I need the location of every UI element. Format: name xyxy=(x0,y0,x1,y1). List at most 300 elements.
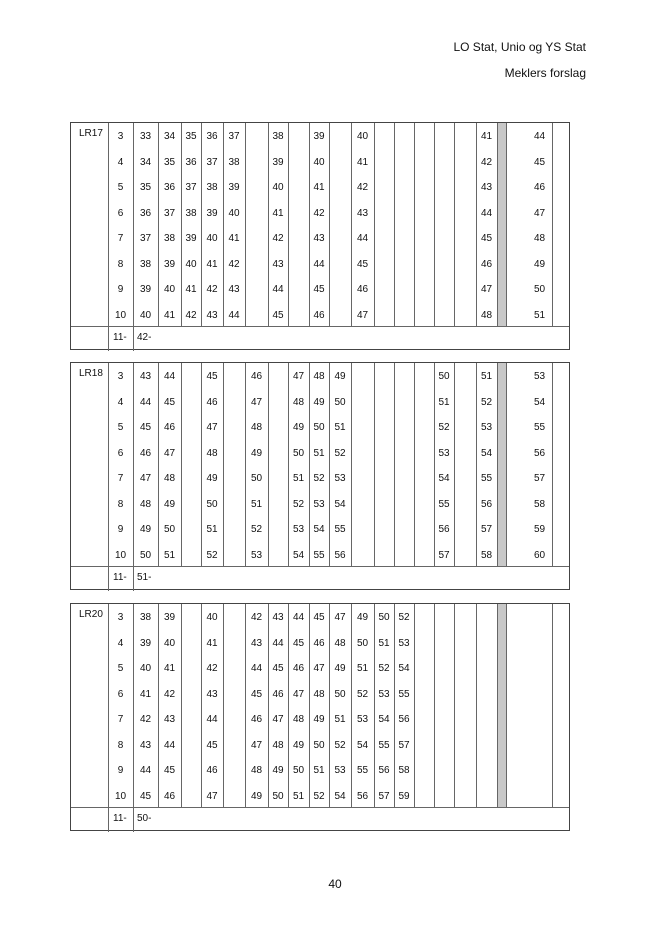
table-cell: 52 xyxy=(378,663,390,674)
table-cell: 43 xyxy=(272,258,284,270)
table-cell: 47 xyxy=(480,284,493,295)
table-cell: 39 xyxy=(185,233,197,244)
table-cell: 46 xyxy=(206,765,218,776)
table-cell: 7 xyxy=(117,473,124,484)
table-cell: 40 xyxy=(163,637,176,649)
table-cell: 51 xyxy=(250,498,263,510)
table-cell: 46 xyxy=(250,371,263,382)
table-lr18 xyxy=(70,362,570,590)
table-cell: 43 xyxy=(356,207,369,219)
table-cell: 50 xyxy=(206,498,218,510)
table-cell: 37 xyxy=(206,156,218,168)
table-cell: 9 xyxy=(117,524,124,535)
table-cell: 53 xyxy=(356,714,369,725)
table-cell: 48 xyxy=(250,765,263,776)
table-cell: 43 xyxy=(250,637,263,649)
table-cell: 40 xyxy=(313,156,325,168)
table-cell: 53 xyxy=(438,447,450,459)
table-cell: 51 xyxy=(292,790,305,802)
table-cell: 44 xyxy=(533,131,546,142)
column-rule xyxy=(414,363,415,566)
table-cell: 44 xyxy=(163,739,176,751)
table-cell: 50 xyxy=(438,371,450,382)
column-rule xyxy=(434,604,435,807)
table-cell: 41 xyxy=(206,258,218,270)
table-cell: 54 xyxy=(378,714,390,725)
shaded-column xyxy=(497,123,507,326)
column-rule xyxy=(394,363,395,566)
table-cell: 52 xyxy=(313,790,325,802)
footer-step: 11- xyxy=(113,813,127,824)
table-cell: 39 xyxy=(313,131,325,142)
column-rule xyxy=(394,123,395,326)
table-cell: 45 xyxy=(272,663,284,674)
table-cell: 49 xyxy=(272,765,284,776)
table-cell: 49 xyxy=(356,612,369,623)
table-lr17 xyxy=(70,122,570,350)
table-cell: 41 xyxy=(228,233,240,244)
table-cell: 51 xyxy=(356,663,369,674)
table-cell: 51 xyxy=(206,524,218,535)
table-cell: 39 xyxy=(228,182,240,193)
table-cell: 58 xyxy=(533,498,546,510)
column-rule xyxy=(552,604,553,807)
table-cell: 45 xyxy=(356,258,369,270)
table-cell: 47 xyxy=(292,688,305,700)
table-cell: 52 xyxy=(438,422,450,433)
table-cell: 49 xyxy=(250,447,263,459)
table-cell: 56 xyxy=(356,790,369,802)
footer-value: 50- xyxy=(137,813,152,824)
table-cell: 52 xyxy=(356,688,369,700)
table-cell: 54 xyxy=(356,739,369,751)
table-cell: 47 xyxy=(533,207,546,219)
table-cell: 46 xyxy=(480,258,493,270)
table-cell: 45 xyxy=(206,739,218,751)
table-cell: 8 xyxy=(117,258,124,270)
table-cell: 50 xyxy=(313,739,325,751)
table-cell: 48 xyxy=(163,473,176,484)
table-cell: 51 xyxy=(292,473,305,484)
table-cell: 35 xyxy=(139,182,152,193)
column-rule xyxy=(414,123,415,326)
table-cell: 46 xyxy=(250,714,263,725)
table-cell: 51 xyxy=(313,765,325,776)
table-cell: 46 xyxy=(292,663,305,674)
table-cell: 50 xyxy=(334,396,346,408)
table-cell: 54 xyxy=(533,396,546,408)
table-cell: 44 xyxy=(292,612,305,623)
table-cell: 59 xyxy=(533,524,546,535)
table-cell: 50 xyxy=(313,422,325,433)
table-cell: 8 xyxy=(117,498,124,510)
table-label: LR20 xyxy=(79,609,103,620)
table-cell: 38 xyxy=(228,156,240,168)
table-cell: 50 xyxy=(292,447,305,459)
footer-rule xyxy=(71,566,569,567)
column-rule xyxy=(223,604,224,807)
table-cell: 49 xyxy=(139,524,152,535)
table-cell: 49 xyxy=(334,663,346,674)
table-cell: 51 xyxy=(334,422,346,433)
table-cell: 39 xyxy=(139,637,152,649)
table-cell: 38 xyxy=(272,131,284,142)
table-cell: 43 xyxy=(313,233,325,244)
table-cell: 40 xyxy=(163,284,176,295)
table-cell: 4 xyxy=(117,156,124,168)
table-cell: 48 xyxy=(250,422,263,433)
table-cell: 44 xyxy=(139,765,152,776)
table-cell: 47 xyxy=(272,714,284,725)
table-cell: 45 xyxy=(313,612,325,623)
table-cell: 40 xyxy=(228,207,240,219)
table-cell: 45 xyxy=(139,790,152,802)
table-cell: 43 xyxy=(139,739,152,751)
table-cell: 41 xyxy=(139,688,152,700)
table-cell: 54 xyxy=(313,524,325,535)
table-cell: 56 xyxy=(398,714,410,725)
table-cell: 44 xyxy=(206,714,218,725)
table-cell: 45 xyxy=(163,396,176,408)
table-cell: 44 xyxy=(272,637,284,649)
table-cell: 43 xyxy=(163,714,176,725)
table-cell: 56 xyxy=(378,765,390,776)
column-rule xyxy=(454,363,455,566)
table-cell: 34 xyxy=(139,156,152,168)
table-cell: 42 xyxy=(206,663,218,674)
table-cell: 47 xyxy=(139,473,152,484)
table-cell: 47 xyxy=(292,371,305,382)
table-cell: 49 xyxy=(163,498,176,510)
table-cell: 44 xyxy=(480,207,493,219)
table-cell: 34 xyxy=(163,131,176,142)
table-cell: 3 xyxy=(117,371,124,382)
table-cell: 57 xyxy=(533,473,546,484)
table-cell: 47 xyxy=(206,790,218,802)
table-cell: 51 xyxy=(438,396,450,408)
table-cell: 45 xyxy=(139,422,152,433)
table-cell: 52 xyxy=(206,549,218,561)
table-cell: 36 xyxy=(185,156,197,168)
table-cell: 45 xyxy=(163,765,176,776)
table-cell: 42 xyxy=(139,714,152,725)
table-label: LR18 xyxy=(79,368,103,379)
table-cell: 6 xyxy=(117,688,124,700)
table-cell: 35 xyxy=(163,156,176,168)
table-cell: 48 xyxy=(139,498,152,510)
shaded-column xyxy=(497,604,507,807)
table-cell: 49 xyxy=(533,258,546,270)
table-cell: 46 xyxy=(313,637,325,649)
table-cell: 39 xyxy=(272,156,284,168)
table-cell: 54 xyxy=(334,498,346,510)
table-cell: 53 xyxy=(313,498,325,510)
table-cell: 10 xyxy=(114,549,127,561)
table-cell: 44 xyxy=(163,371,176,382)
column-rule xyxy=(181,363,182,566)
table-cell: 48 xyxy=(292,714,305,725)
table-cell: 6 xyxy=(117,447,124,459)
table-cell: 9 xyxy=(117,284,124,295)
table-cell: 53 xyxy=(398,637,410,649)
table-cell: 48 xyxy=(334,637,346,649)
table-cell: 48 xyxy=(206,447,218,459)
table-cell: 42 xyxy=(163,688,176,700)
table-cell: 37 xyxy=(185,182,197,193)
footer-value: 42- xyxy=(137,332,152,343)
table-cell: 7 xyxy=(117,233,124,244)
table-cell: 36 xyxy=(163,182,176,193)
table-cell: 53 xyxy=(533,371,546,382)
table-cell: 37 xyxy=(139,233,152,244)
table-cell: 45 xyxy=(206,371,218,382)
table-cell: 50 xyxy=(163,524,176,535)
table-cell: 42 xyxy=(480,156,493,168)
table-cell: 55 xyxy=(334,524,346,535)
table-cell: 53 xyxy=(334,765,346,776)
column-rule xyxy=(434,123,435,326)
table-cell: 54 xyxy=(334,790,346,802)
table-cell: 46 xyxy=(139,447,152,459)
column-rule xyxy=(268,363,269,566)
table-cell: 45 xyxy=(480,233,493,244)
footer-rule xyxy=(71,807,569,808)
table-cell: 40 xyxy=(139,663,152,674)
table-cell: 50 xyxy=(334,688,346,700)
table-cell: 50 xyxy=(139,549,152,561)
table-cell: 49 xyxy=(313,714,325,725)
table-cell: 49 xyxy=(292,422,305,433)
table-cell: 40 xyxy=(356,131,369,142)
table-cell: 53 xyxy=(334,473,346,484)
table-cell: 10 xyxy=(114,309,127,321)
table-cell: 54 xyxy=(292,549,305,561)
column-rule xyxy=(351,363,352,566)
table-cell: 40 xyxy=(206,612,218,623)
table-cell: 55 xyxy=(480,473,493,484)
footer-step: 11- xyxy=(113,332,127,343)
table-cell: 40 xyxy=(139,309,152,321)
table-cell: 44 xyxy=(272,284,284,295)
table-cell: 57 xyxy=(398,739,410,751)
table-cell: 50 xyxy=(378,612,390,623)
table-cell: 45 xyxy=(250,688,263,700)
header-line-1: LO Stat, Unio og YS Stat xyxy=(453,40,586,54)
table-cell: 57 xyxy=(480,524,493,535)
table-cell: 42 xyxy=(313,207,325,219)
table-cell: 41 xyxy=(206,637,218,649)
table-cell: 43 xyxy=(480,182,493,193)
table-cell: 35 xyxy=(185,131,197,142)
table-cell: 56 xyxy=(334,549,346,561)
table-cell: 48 xyxy=(292,396,305,408)
table-cell: 39 xyxy=(163,258,176,270)
table-cell: 40 xyxy=(272,182,284,193)
table-cell: 39 xyxy=(206,207,218,219)
table-cell: 58 xyxy=(398,765,410,776)
table-cell: 54 xyxy=(398,663,410,674)
table-cell: 38 xyxy=(139,612,152,623)
table-lr20 xyxy=(70,603,570,831)
table-cell: 57 xyxy=(378,790,390,802)
table-cell: 51 xyxy=(163,549,176,561)
table-cell: 43 xyxy=(139,371,152,382)
table-cell: 49 xyxy=(334,371,346,382)
table-cell: 51 xyxy=(480,371,493,382)
table-cell: 49 xyxy=(313,396,325,408)
footer-value: 51- xyxy=(137,572,152,583)
table-cell: 43 xyxy=(272,612,284,623)
table-cell: 45 xyxy=(533,156,546,168)
table-cell: 43 xyxy=(228,284,240,295)
table-cell: 52 xyxy=(292,498,305,510)
table-cell: 47 xyxy=(334,612,346,623)
table-cell: 59 xyxy=(398,790,410,802)
table-cell: 57 xyxy=(438,549,450,561)
table-cell: 38 xyxy=(163,233,176,244)
table-label: LR17 xyxy=(79,128,103,139)
column-rule xyxy=(223,363,224,566)
table-cell: 3 xyxy=(117,612,124,623)
table-cell: 37 xyxy=(228,131,240,142)
table-cell: 53 xyxy=(250,549,263,561)
table-cell: 51 xyxy=(334,714,346,725)
column-rule xyxy=(476,604,477,807)
table-cell: 46 xyxy=(533,182,546,193)
column-rule xyxy=(245,123,246,326)
table-cell: 50 xyxy=(250,473,263,484)
table-cell: 55 xyxy=(533,422,546,433)
table-cell: 41 xyxy=(185,284,197,295)
table-cell: 39 xyxy=(163,612,176,623)
table-cell: 41 xyxy=(313,182,325,193)
column-rule xyxy=(374,363,375,566)
table-cell: 44 xyxy=(313,258,325,270)
table-cell: 46 xyxy=(313,309,325,321)
table-cell: 51 xyxy=(533,309,546,321)
table-cell: 38 xyxy=(206,182,218,193)
table-cell: 9 xyxy=(117,765,124,776)
table-cell: 42 xyxy=(185,309,197,321)
table-cell: 47 xyxy=(313,663,325,674)
table-cell: 39 xyxy=(139,284,152,295)
table-cell: 49 xyxy=(250,790,263,802)
table-cell: 53 xyxy=(292,524,305,535)
column-rule xyxy=(454,123,455,326)
table-cell: 38 xyxy=(139,258,152,270)
table-cell: 43 xyxy=(206,309,218,321)
table-cell: 47 xyxy=(163,447,176,459)
footer-step: 11- xyxy=(113,572,127,583)
table-cell: 40 xyxy=(206,233,218,244)
table-cell: 50 xyxy=(292,765,305,776)
table-cell: 55 xyxy=(398,688,410,700)
table-cell: 40 xyxy=(185,258,197,270)
table-cell: 10 xyxy=(114,790,127,802)
table-cell: 52 xyxy=(398,612,410,623)
table-cell: 56 xyxy=(438,524,450,535)
table-cell: 42 xyxy=(356,182,369,193)
table-cell: 41 xyxy=(163,663,176,674)
table-cell: 47 xyxy=(206,422,218,433)
table-cell: 36 xyxy=(139,207,152,219)
table-cell: 48 xyxy=(480,309,493,321)
table-cell: 46 xyxy=(356,284,369,295)
table-cell: 5 xyxy=(117,422,124,433)
table-cell: 52 xyxy=(480,396,493,408)
table-cell: 44 xyxy=(228,309,240,321)
table-cell: 45 xyxy=(272,309,284,321)
table-cell: 55 xyxy=(356,765,369,776)
table-cell: 46 xyxy=(163,422,176,433)
column-rule xyxy=(329,123,330,326)
column-rule xyxy=(374,123,375,326)
table-cell: 47 xyxy=(356,309,369,321)
table-cell: 48 xyxy=(313,371,325,382)
table-cell: 41 xyxy=(163,309,176,321)
table-cell: 60 xyxy=(533,549,546,561)
table-cell: 55 xyxy=(313,549,325,561)
table-cell: 7 xyxy=(117,714,124,725)
footer-rule xyxy=(71,326,569,327)
table-cell: 43 xyxy=(206,688,218,700)
table-cell: 42 xyxy=(272,233,284,244)
table-cell: 50 xyxy=(356,637,369,649)
table-cell: 47 xyxy=(250,739,263,751)
table-cell: 49 xyxy=(206,473,218,484)
table-cell: 53 xyxy=(480,422,493,433)
table-cell: 56 xyxy=(533,447,546,459)
table-cell: 58 xyxy=(480,549,493,561)
table-cell: 42 xyxy=(206,284,218,295)
table-cell: 47 xyxy=(250,396,263,408)
table-cell: 44 xyxy=(356,233,369,244)
table-cell: 44 xyxy=(139,396,152,408)
table-cell: 46 xyxy=(272,688,284,700)
table-cell: 4 xyxy=(117,396,124,408)
column-rule xyxy=(552,363,553,566)
table-cell: 54 xyxy=(480,447,493,459)
table-cell: 3 xyxy=(117,131,124,142)
table-cell: 55 xyxy=(438,498,450,510)
table-cell: 41 xyxy=(272,207,284,219)
header-line-2: Meklers forslag xyxy=(504,66,586,80)
table-cell: 56 xyxy=(480,498,493,510)
table-cell: 4 xyxy=(117,637,124,649)
table-cell: 48 xyxy=(313,688,325,700)
table-cell: 54 xyxy=(438,473,450,484)
table-cell: 36 xyxy=(206,131,218,142)
table-cell: 45 xyxy=(313,284,325,295)
table-cell: 41 xyxy=(480,131,493,142)
table-cell: 41 xyxy=(356,156,369,168)
column-rule xyxy=(414,604,415,807)
table-cell: 5 xyxy=(117,182,124,193)
table-cell: 42 xyxy=(228,258,240,270)
table-cell: 50 xyxy=(272,790,284,802)
table-cell: 55 xyxy=(378,739,390,751)
table-cell: 33 xyxy=(139,131,152,142)
table-cell: 50 xyxy=(533,284,546,295)
table-cell: 52 xyxy=(313,473,325,484)
column-rule xyxy=(181,604,182,807)
table-cell: 42 xyxy=(250,612,263,623)
table-cell: 48 xyxy=(533,233,546,244)
table-cell: 44 xyxy=(250,663,263,674)
table-cell: 51 xyxy=(378,637,390,649)
table-cell: 53 xyxy=(378,688,390,700)
table-cell: 5 xyxy=(117,663,124,674)
